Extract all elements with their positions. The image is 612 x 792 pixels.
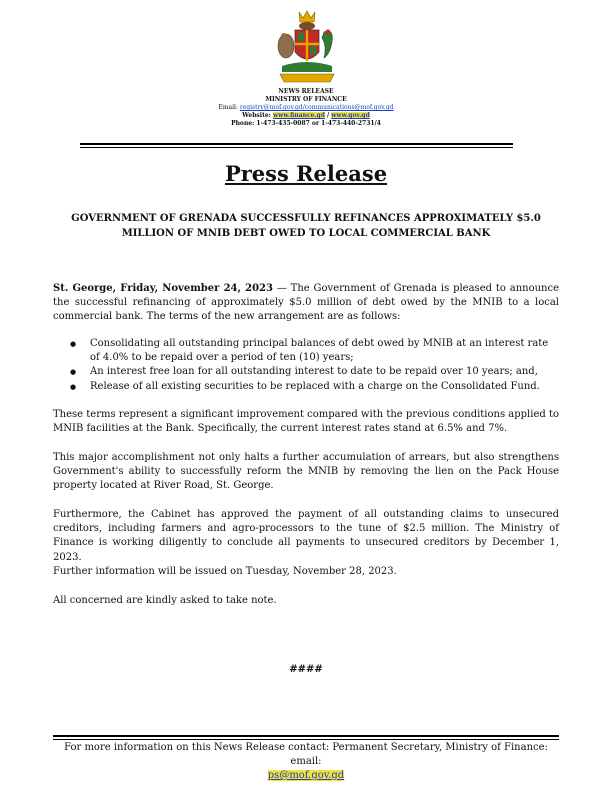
email-label: Email: [218, 104, 240, 111]
intro-text: — The Government of Grenada is pleased to announce the successful refinancing of approximately $5.0 million of debt owed by the MNIB to a local commercial bank. The terms of the new arrangement are as follows: [53, 283, 560, 323]
website-label: Website: [242, 112, 273, 119]
header-website-line [0, 112, 612, 120]
website-link-gov[interactable]: www.gov.gd [331, 112, 370, 119]
footer-divider-thin [53, 739, 559, 740]
list-item: ● Release of all existing securities to be replaced with a charge on the Consolidated Fund. [70, 380, 560, 394]
header-email-link[interactable]: registry@mof.gov.gd/communications@mof.gov.gd [239, 104, 394, 111]
paragraph-terms-improvement: These terms represent a significant improvement compared with the previous conditions applied to MNIB facilities at the Bank. Specifically, the current interest rates stand at 6.5% and 7%. [53, 409, 559, 435]
footer-email-link[interactable]: ps@mof.gov.gd [267, 770, 345, 781]
release-headline: GOVERNMENT OF GRENADA SUCCESSFULLY REFINANCES APPROXIMATELY $5.0 MILLION OF MNIB DEBT OWED TO LOCAL COMMERCIAL BANK [71, 213, 541, 239]
footer-text: For more information on this News Release contact: Permanent Secretary, Ministry of Finance: email: [64, 742, 548, 767]
intro-paragraph [53, 282, 559, 325]
paragraph-take-note: All concerned are kindly asked to take note. [53, 595, 277, 606]
header-divider-thin [80, 147, 513, 148]
footer-contact [53, 741, 559, 783]
paragraph-further-info: Further information will be issued on Tuesday, November 28, 2023. [53, 566, 397, 577]
list-item: ● Consolidating all outstanding principal balances of debt owed by MNIB at an interest rate of 4.0% to be repaid over a period of ten (10) years; [70, 337, 560, 365]
ministry-name: MINISTRY OF FINANCE [265, 96, 347, 103]
dateline: St. George, Friday, November 24, 2023 [53, 283, 273, 294]
paragraph-cabinet-approval: Furthermore, the Cabinet has approved the payment of all outstanding claims to unsecured creditors, including farmers and agro-processors to the tune of $2.5 million. The Ministry of Finance is working diligently to conclude all payments to unsecured creditors by December 1, 2023. [53, 509, 559, 563]
end-mark: #### [289, 664, 323, 675]
paragraph-accomplishment: This major accomplishment not only halts a further accumulation of arrears, but also strengthens Government's ability to successfully reform the MNIB by removing the lien on the Pack House property located at River Road, St. George. [53, 452, 559, 492]
page-title: Press Release [224, 161, 388, 186]
header-email-line [0, 104, 612, 112]
footer-divider [53, 735, 559, 737]
header-phone-line: Phone: 1-473-435-0087 or 1-473-440-2731/4 [231, 120, 381, 127]
header-divider [80, 143, 513, 145]
list-item: ● An interest free loan for all outstanding interest to date to be repaid over 10 years; and, [70, 365, 560, 379]
terms-list [70, 337, 560, 394]
website-link-finance[interactable]: www.finance.gd [272, 112, 325, 119]
news-release-label: NEWS RELEASE [278, 88, 334, 95]
grenada-coat-of-arms-icon [272, 8, 342, 88]
website-separator: / [324, 112, 332, 119]
